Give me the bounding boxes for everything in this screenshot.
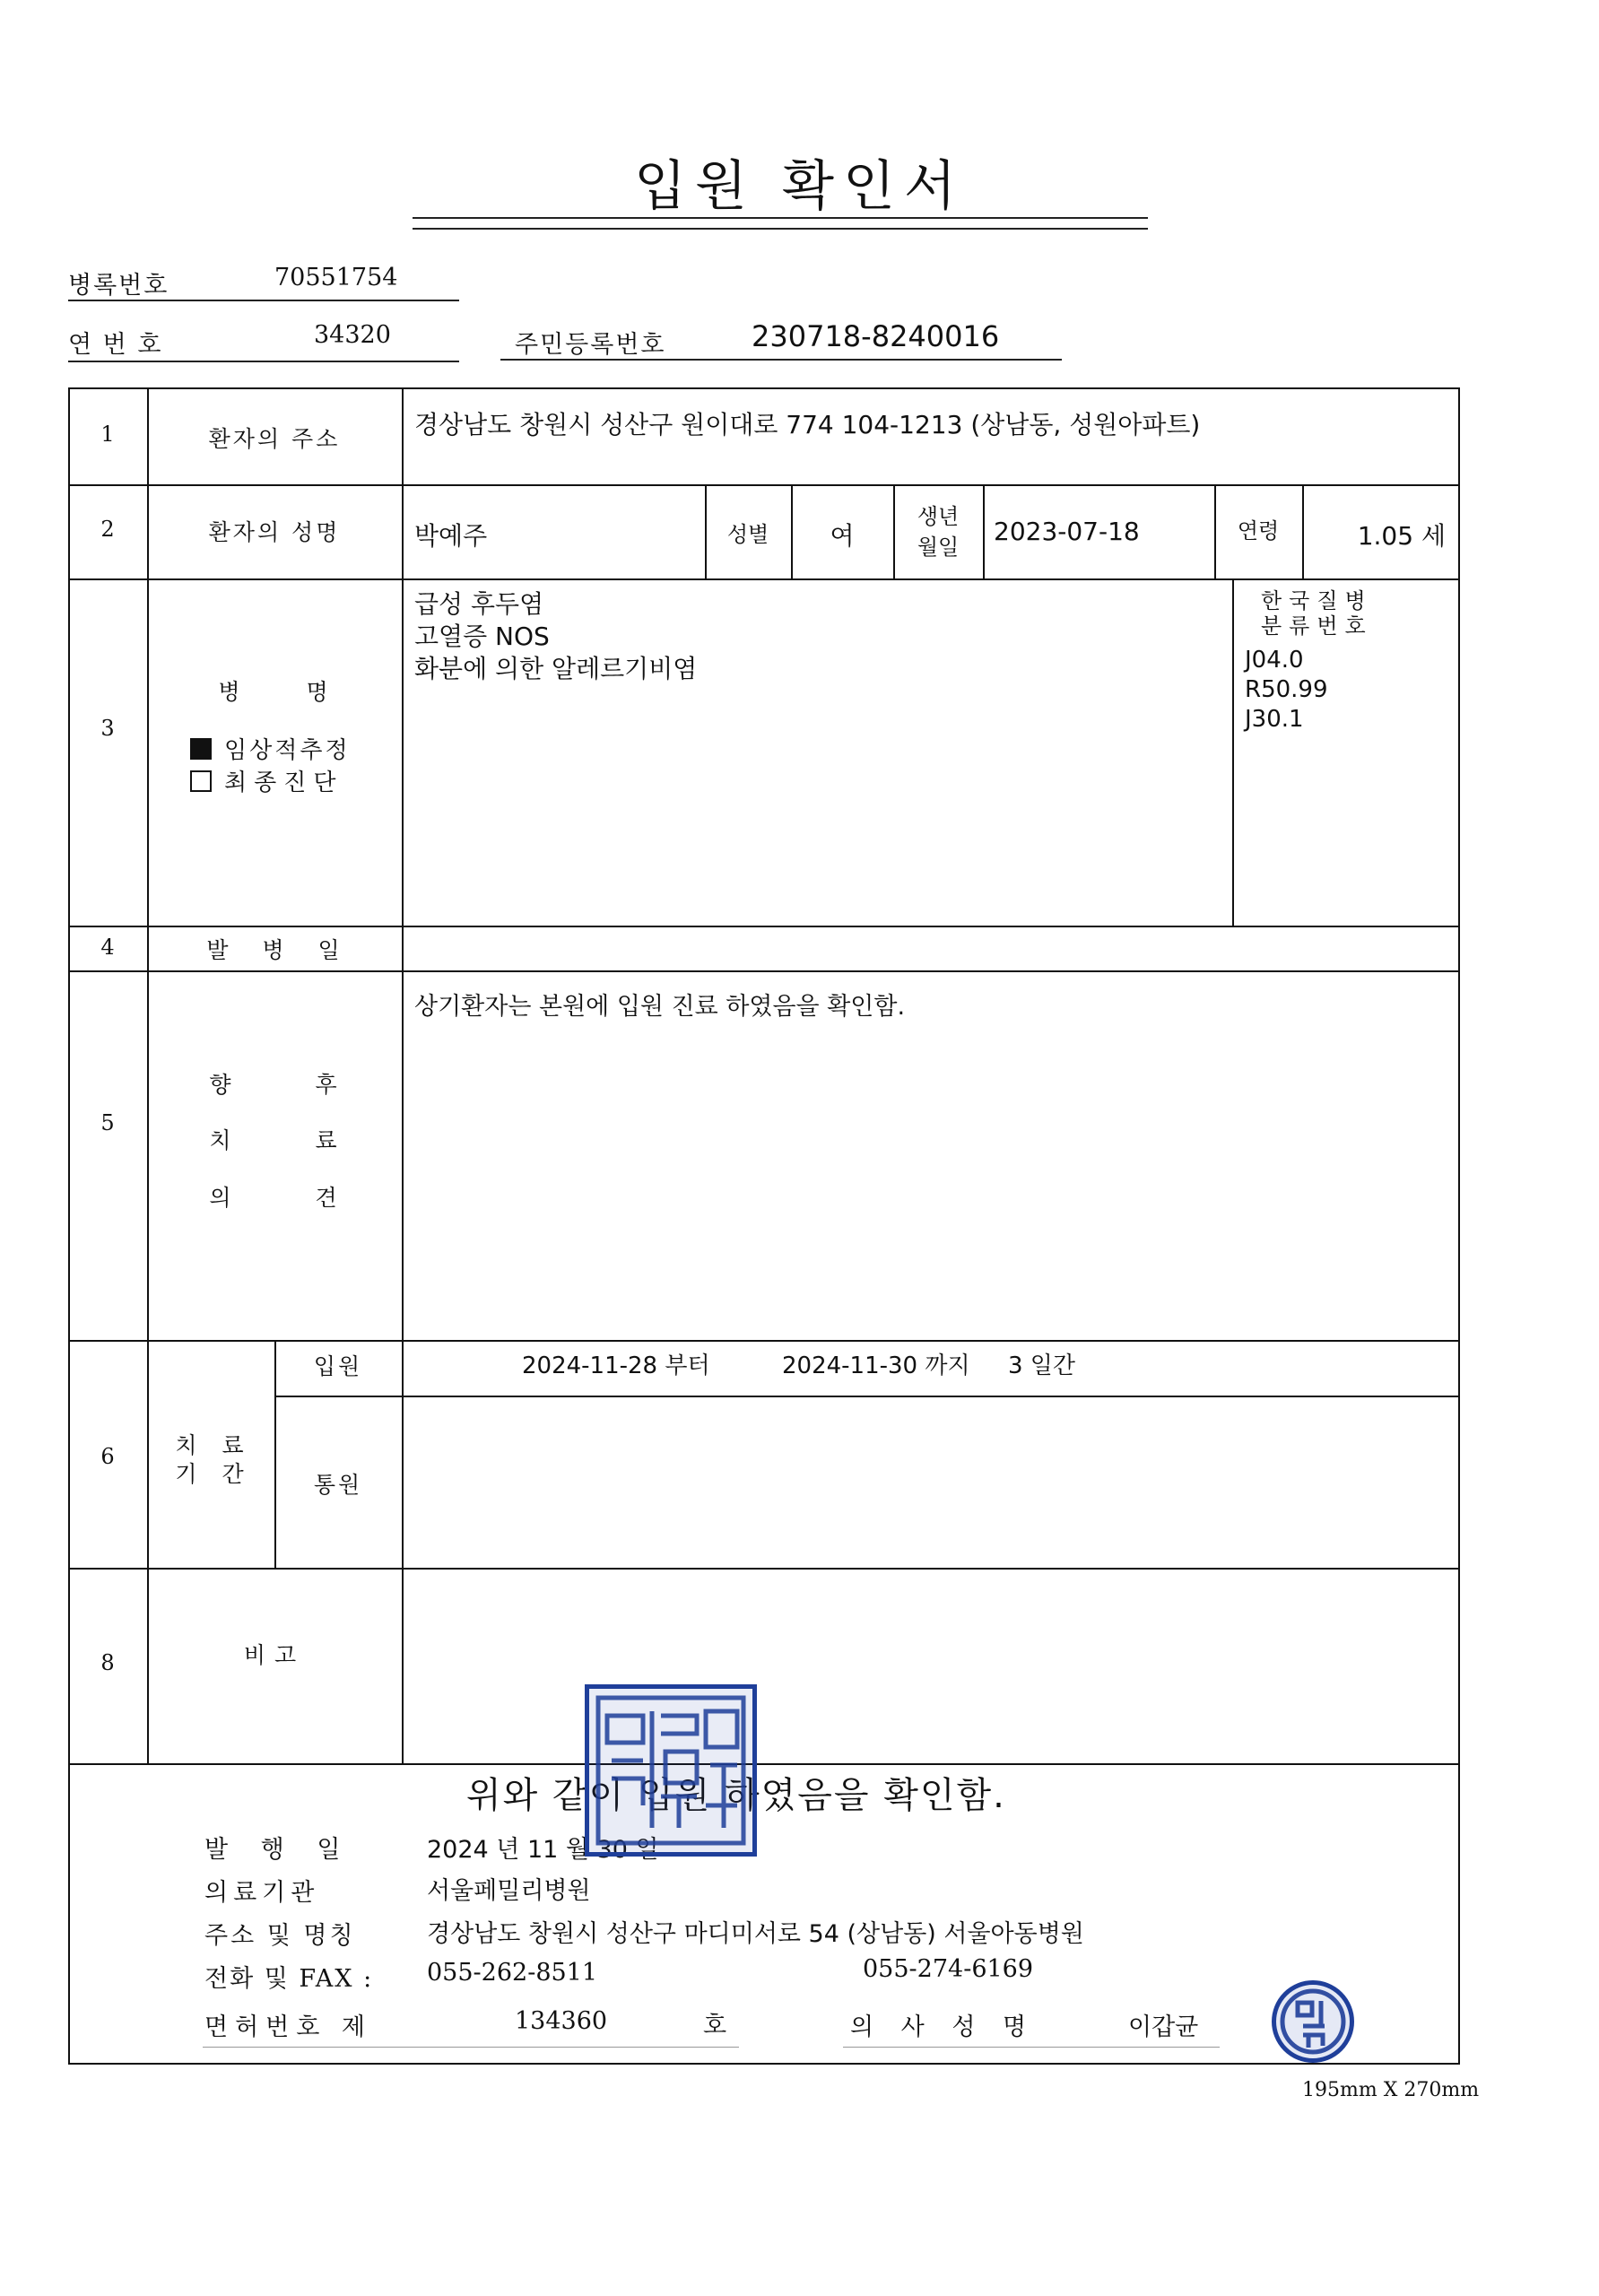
code-item: R50.99	[1245, 676, 1328, 703]
dob-label-line-right	[983, 484, 985, 578]
check-clinical	[190, 732, 351, 765]
rrn-label: 주민등록번호	[515, 331, 666, 359]
fax-value: 055-274-6169	[863, 1955, 1034, 1983]
license-label: 면허번호 제	[204, 2013, 372, 2041]
sex-label: 성별	[726, 522, 769, 547]
address-value: 경상남도 창원시 성산구 원이대로 774 104-1213 (상남동, 성원아파트)	[414, 410, 1201, 439]
row-line-5	[68, 1340, 1458, 1342]
code-header-line2: 분류번호	[1261, 613, 1373, 639]
code-header-line1: 한국질병	[1261, 588, 1373, 613]
patient-name: 박예주	[414, 521, 488, 551]
final-label: 최종진단	[224, 770, 343, 796]
serial-number-underline	[68, 361, 459, 362]
clinical-checkbox	[190, 738, 212, 760]
row-line-1	[68, 484, 1458, 486]
doctor-name-value: 이갑균	[1128, 2013, 1199, 2041]
doctor-seal-graphic	[1276, 1985, 1350, 2058]
issue-date-value: 2024 년 11 월 30 일	[427, 1836, 659, 1864]
license-underline	[203, 2047, 739, 2048]
code-list	[1245, 646, 1328, 735]
tel-value: 055-262-8511	[427, 1959, 598, 1987]
serial-number-value: 34320	[314, 321, 391, 349]
age-label: 연령	[1237, 518, 1280, 544]
paper-size-note: 195mm X 270mm	[1302, 2079, 1480, 2101]
opinion-label-2: 치 료	[209, 1127, 340, 1153]
address-label: 환자의 주소	[208, 426, 341, 452]
address-name-value: 경상남도 창원시 성산구 마디미서로 54 (상남동) 서울아동병원	[427, 1920, 1084, 1948]
dob-label-line2: 월일	[917, 535, 960, 560]
onset-label: 발 병 일	[206, 937, 343, 963]
opinion-label-3: 의 견	[209, 1185, 340, 1211]
doctor-seal	[1272, 1980, 1354, 2063]
document-title: 입원 확인서	[634, 155, 965, 218]
row-6-number: 6	[100, 1444, 115, 1469]
age-value: 1.05 세	[1357, 521, 1446, 551]
final-checkbox	[190, 770, 212, 792]
inpatient-to: 2024-11-30 까지	[782, 1352, 970, 1379]
sex-value: 여	[830, 521, 855, 551]
row-1-number: 1	[100, 422, 115, 447]
institution-value: 서울페밀리병원	[427, 1877, 591, 1905]
code-item: J04.0	[1245, 647, 1304, 674]
issue-date-label: 발 행 일	[204, 1836, 346, 1864]
rrn-value: 230718-8240016	[752, 319, 1000, 353]
clinical-label: 임상적추정	[224, 737, 351, 764]
diagnosis-item: 고열증 NOS	[414, 622, 550, 651]
code-item: J30.1	[1245, 706, 1304, 733]
dob-value: 2023-07-18	[994, 517, 1140, 546]
period-label-2: 기 간	[175, 1461, 247, 1487]
inpatient-days: 3 일간	[1008, 1352, 1076, 1379]
rrn-underline	[500, 359, 1062, 361]
label-column-line	[402, 387, 404, 1763]
remarks-label: 비고	[243, 1642, 306, 1668]
license-suffix: 호	[703, 2012, 727, 2039]
check-final	[190, 764, 343, 797]
address-name-label: 주소 및 명칭	[204, 1922, 356, 1950]
hospital-seal-graphic	[589, 1689, 752, 1852]
title-underline-2	[413, 228, 1148, 230]
diagnosis-label: 병 명	[218, 679, 331, 705]
row-2-number: 2	[100, 517, 115, 542]
doctor-underline	[843, 2047, 1220, 2048]
row-line-8	[68, 1763, 1458, 1765]
row-line-6	[68, 1568, 1458, 1570]
dob-label-line1: 생년	[917, 504, 960, 529]
record-number-underline	[68, 300, 459, 301]
institution-label: 의료기관	[204, 1879, 320, 1907]
diagnosis-list	[414, 588, 697, 685]
opinion-label-1: 향 후	[209, 1072, 340, 1098]
record-number-value: 70551754	[274, 264, 398, 291]
row-line-6a	[274, 1396, 1458, 1397]
row-3-number: 3	[100, 716, 115, 741]
row-line-3	[68, 926, 1458, 927]
serial-number-label: 연 번 호	[68, 331, 163, 359]
inpatient-from: 2024-11-28 부터	[522, 1352, 710, 1379]
license-value: 134360	[515, 2007, 608, 2035]
diagnosis-item: 급성 후두염	[414, 589, 544, 619]
record-number-label: 병록번호	[68, 272, 169, 300]
tel-fax-label: 전화 및 FAX :	[204, 1965, 374, 1993]
diagnosis-item: 화분에 의한 알레르기비염	[414, 654, 698, 683]
inpatient-label: 입원	[313, 1353, 363, 1379]
row-line-2	[68, 578, 1458, 580]
row-8-number: 8	[100, 1650, 115, 1675]
hospital-seal	[585, 1684, 757, 1857]
opinion-value: 상기환자는 본원에 입원 진료 하였음을 확인함.	[414, 993, 906, 1021]
row-4-number: 4	[100, 935, 115, 960]
confirmation-statement: 위와 같이 입원 하였음을 확인함.	[466, 1775, 1006, 1816]
row-5-number: 5	[100, 1110, 115, 1135]
outpatient-label: 통원	[313, 1472, 363, 1498]
code-column-line	[1232, 578, 1234, 926]
row-line-4	[68, 970, 1458, 972]
title-underline-1	[413, 217, 1148, 219]
doctor-name-label: 의 사 성 명	[850, 2013, 1032, 2041]
name-label: 환자의 성명	[208, 519, 341, 545]
period-label-1: 치 료	[175, 1432, 247, 1458]
